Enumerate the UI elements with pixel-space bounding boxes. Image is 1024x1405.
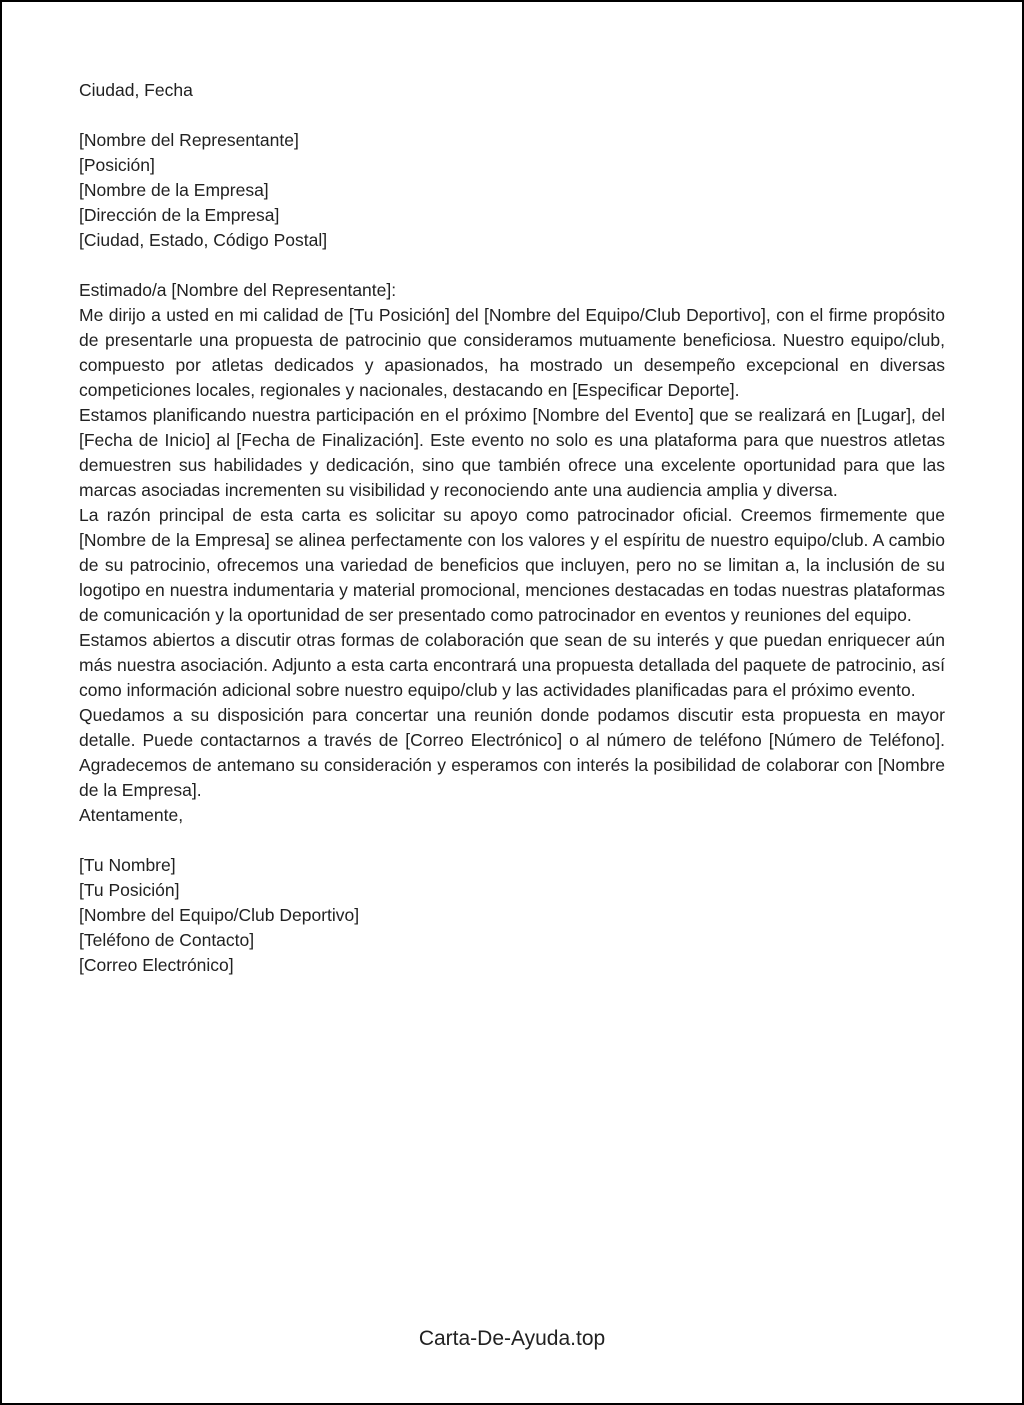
recipient-company: [Nombre de la Empresa] [79,180,269,200]
recipient-city-state-zip: [Ciudad, Estado, Código Postal] [79,230,328,250]
site-footer: Carta-De-Ayuda.top [418,1327,606,1350]
letter-body [79,78,945,1003]
signature-email: [Correo Electrónico] [79,955,234,975]
signature-phone: [Teléfono de Contacto] [79,930,255,950]
signature-position: [Tu Posición] [79,880,180,900]
paragraph-contact: Quedamos a su disposición para concertar una reunión donde podamos discutir esta propuesta en mayor detalle. Puede contactarnos a través de [Correo Electrónico] o al número de teléfono [Número de Teléfono]. Agradecemos de antemano su consideración y esperamos con interés la posibilidad de colaborar con [Nombre de la Empresa]. [79,705,945,800]
recipient-position: [Posición] [79,155,155,175]
paragraph-event: Estamos planificando nuestra participación en el próximo [Nombre del Evento] que se realizará en [Lugar], del [Fecha de Inicio] al [Fecha de Finalización]. Este evento no solo es una plataforma para que nuestros atletas demuestren sus habilidades y dedicación, sino que también ofrece una excelente oportunidad para que las marcas asociadas incrementen su visibilidad y reconociendo ante una audiencia amplia y diversa. [79,405,945,500]
paragraph-collaboration: Estamos abiertos a discutir otras formas de colaboración que sean de su interés y que puedan enriquecer aún más nuestra asociación. Adjunto a esta carta encontrará una propuesta detallada del paquete de patrocinio, así como información adicional sobre nuestro equipo/club y las actividades planificadas para el próximo evento. [79,630,945,700]
signature-team: [Nombre del Equipo/Club Deportivo] [79,905,360,925]
recipient-block [79,128,945,253]
signature-block [79,853,945,978]
paragraph-request: La razón principal de esta carta es solicitar su apoyo como patrocinador oficial. Creemos firmemente que [Nombre de la Empresa] se alinea perfectamente con los valores y el espíritu de nuestro equipo/club. A cambio de su patrocinio, ofrecemos una variedad de beneficios que incluyen, pero no se limitan a, la inclusión de su logotipo en nuestra indumentaria y material promocional, menciones destacadas en todas nuestras plataformas de comunicación y la oportunidad de ser presentado como patrocinador en eventos y reuniones del equipo. [79,505,945,625]
date-line: Ciudad, Fecha [79,80,193,100]
recipient-address: [Dirección de la Empresa] [79,205,280,225]
salutation: Estimado/a [Nombre del Representante]: [79,280,397,300]
recipient-name: [Nombre del Representante] [79,130,299,150]
signature-name: [Tu Nombre] [79,855,176,875]
closing: Atentamente, [79,805,184,825]
paragraph-intro: Me dirijo a usted en mi calidad de [Tu Posición] del [Nombre del Equipo/Club Deportivo], con el firme propósito de presentarle una propuesta de patrocinio que consideramos mutuamente beneficiosa. Nuestro equipo/club, compuesto por atletas dedicados y apasionados, ha mostrado un desempeño excepcional en diversas competiciones locales, regionales y nacionales, destacando en [Especificar Deporte]. [79,305,945,400]
